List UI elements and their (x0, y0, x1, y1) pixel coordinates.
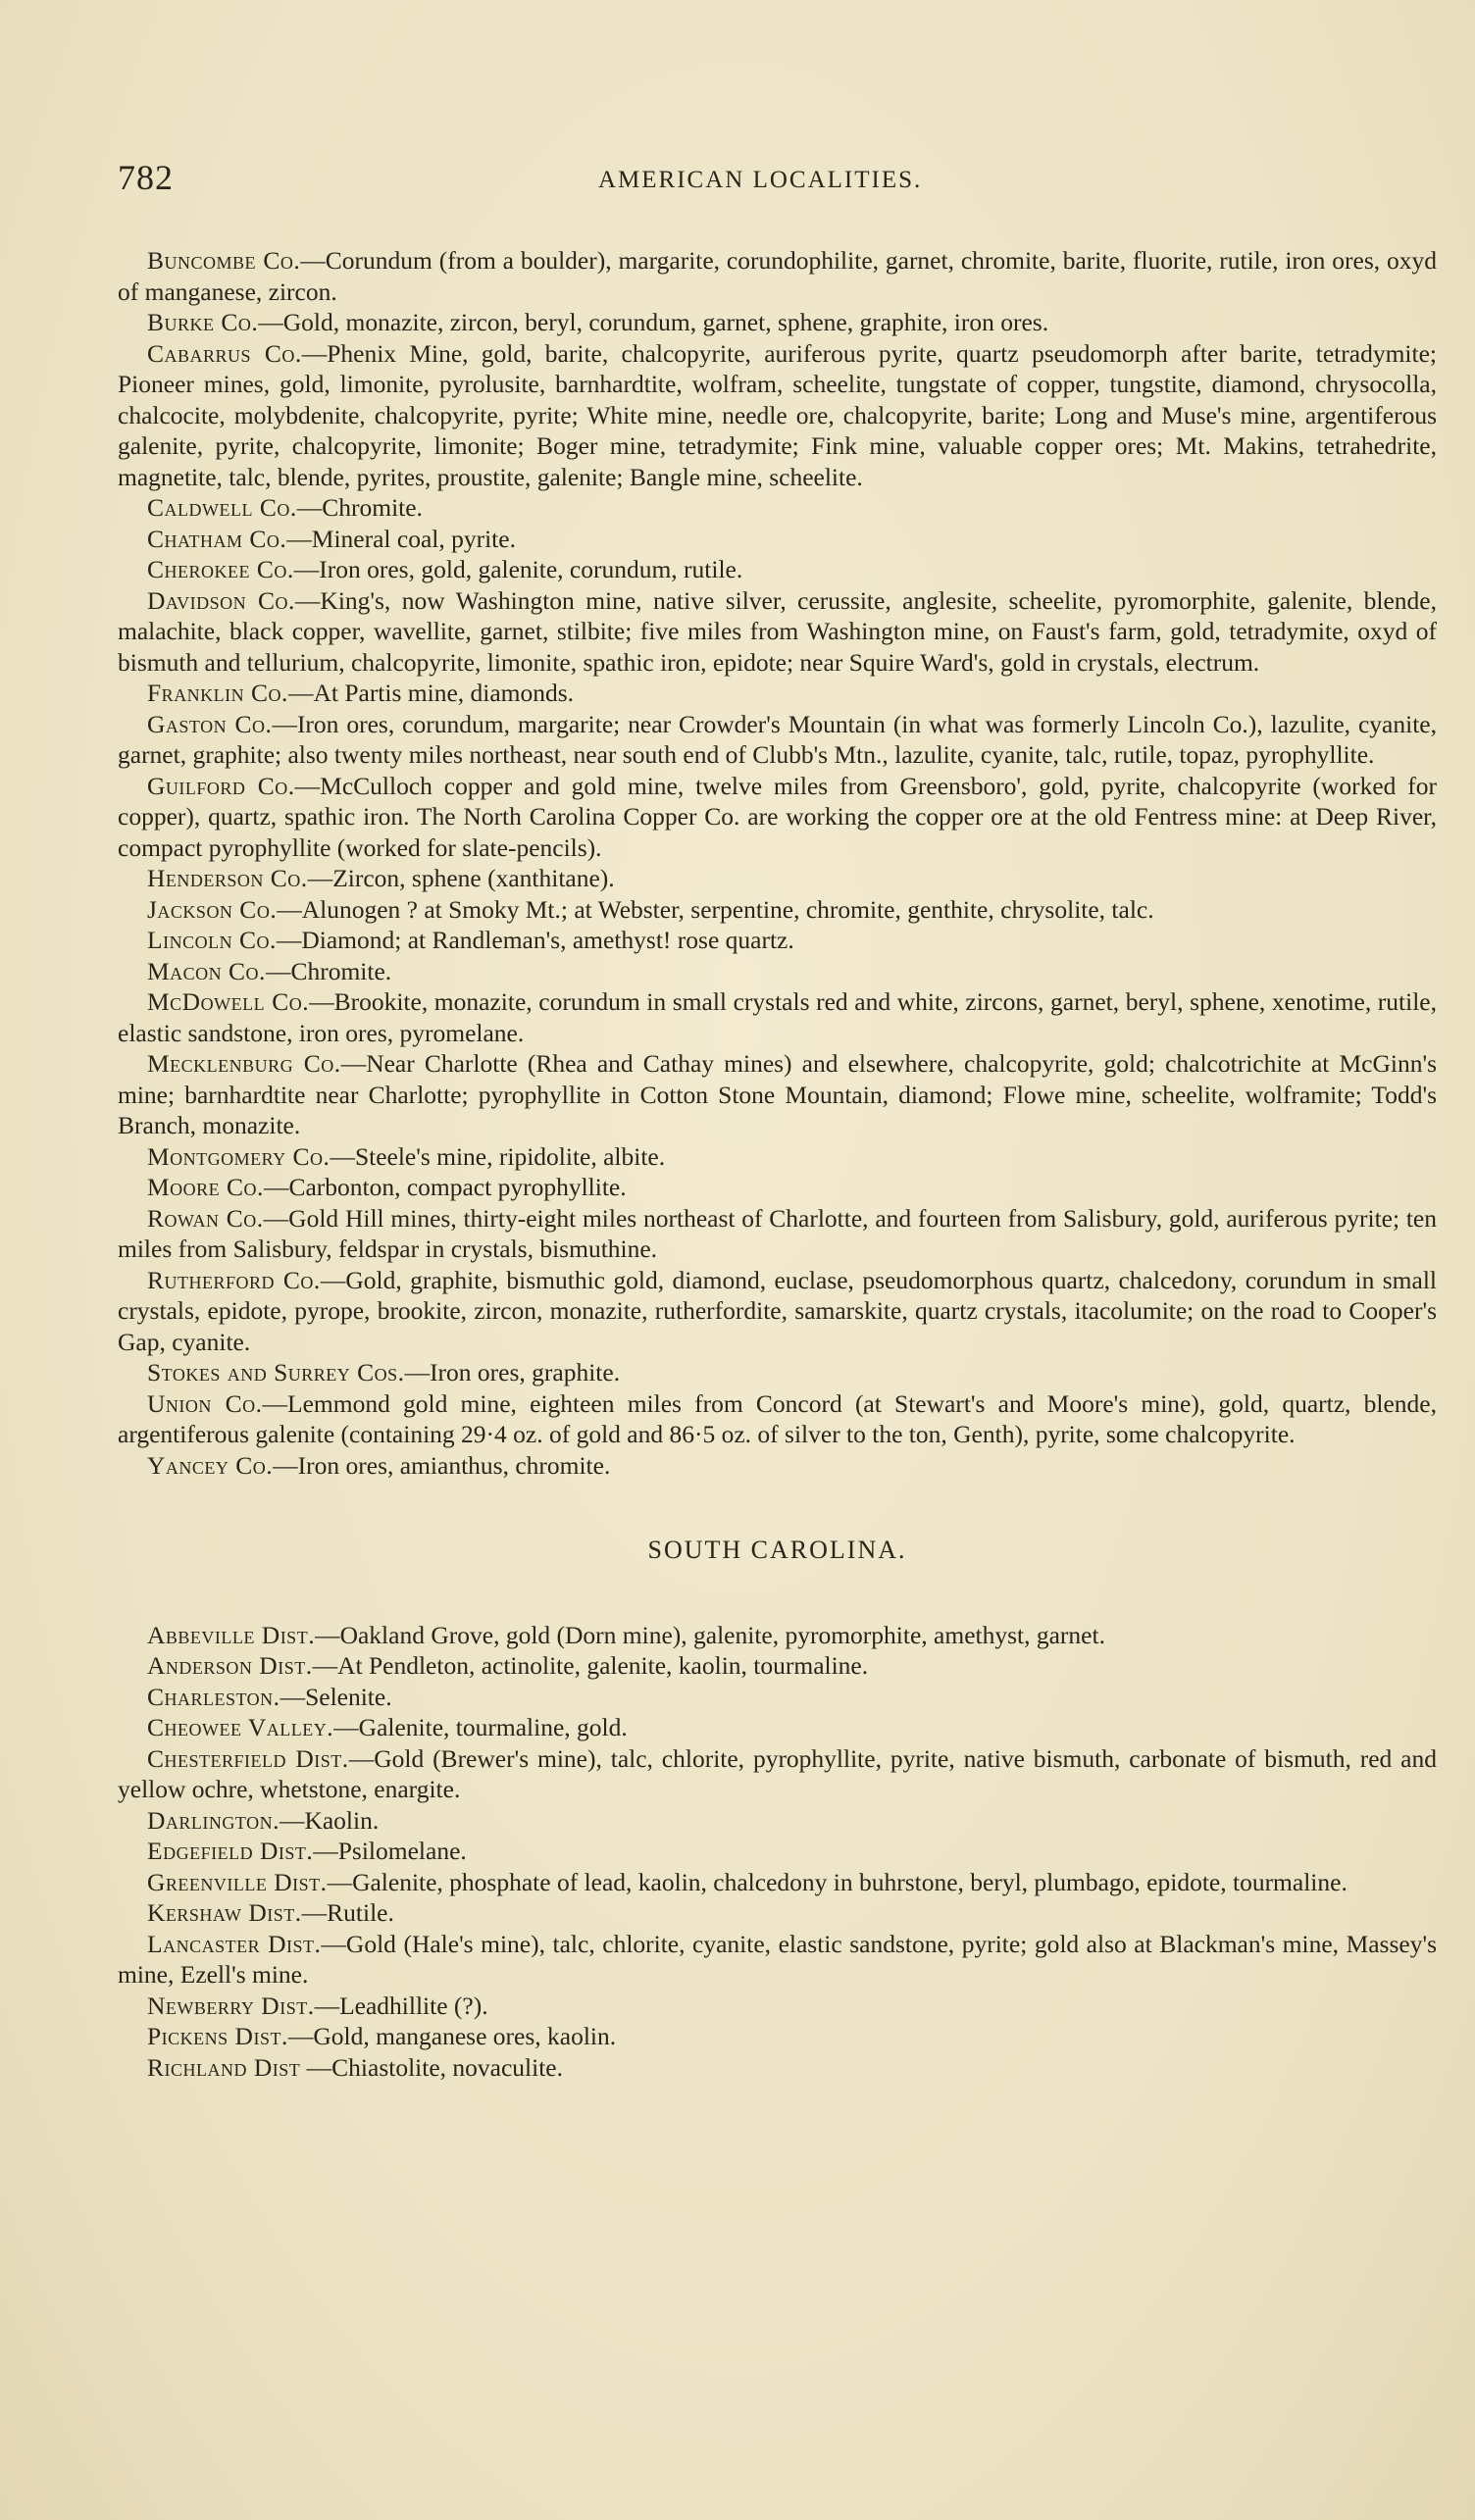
locality-entry (118, 925, 1437, 956)
locality-name: Cherokee Co. (147, 555, 294, 583)
locality-text: —Zircon, sphene (xanthitane). (307, 864, 615, 892)
locality-entry (118, 1991, 1437, 2022)
locality-entry (118, 1357, 1437, 1388)
locality-text: —Brookite, monazite, corundum in small crystals red and white, zircons, garnet, beryl, sphene, xenotime, rutile, elastic sandstone, iron ores, pyromelane. (118, 987, 1437, 1047)
locality-name: Chesterfield Dist. (147, 1743, 349, 1773)
locality-entry (118, 1048, 1437, 1141)
locality-entry (118, 524, 1437, 555)
locality-text: —Galenite, tourmaline, gold. (333, 1713, 628, 1741)
locality-entry (118, 2052, 1437, 2084)
running-head: AMERICAN LOCALITIES. (598, 167, 923, 193)
locality-entry (118, 2021, 1437, 2052)
locality-name: Moore Co. (147, 1173, 264, 1201)
locality-text: —Psilomelane. (313, 1837, 467, 1865)
page-header (118, 157, 1393, 216)
locality-entry (118, 307, 1437, 338)
locality-entry (118, 1743, 1437, 1805)
locality-entry (118, 585, 1437, 679)
locality-entry (118, 678, 1437, 709)
locality-name: Jackson Co. (147, 894, 278, 924)
locality-text: —Rutile. (301, 1898, 394, 1927)
locality-entry (118, 986, 1437, 1048)
locality-text: —Gold, monazite, zircon, beryl, corundum, garnet, sphene, graphite, iron ores. (258, 308, 1049, 336)
locality-text: —Gold (Brewer's mine), talc, chlorite, pyrophyllite, pyrite, native bismuth, carbonate of bismuth, red and yellow ochre, whetstone, enargite. (118, 1743, 1438, 1803)
locality-name: Burke Co. (147, 308, 259, 336)
locality-text: —Chromite. (296, 493, 423, 522)
locality-entry (118, 709, 1437, 771)
locality-name: Lincoln Co. (147, 926, 277, 954)
locality-text: —Iron ores, graphite. (404, 1358, 621, 1386)
south-carolina-entries (118, 1620, 1437, 2084)
locality-text: —Phenix Mine, gold, barite, chalcopyrite, auriferous pyrite, quartz pseudomorph after barite, tetradymite; Pioneer mines, gold, limonite, pyrolusite, barnhardtite, wolfram, scheelite, tungstate of copper, tungstite, diamond, chrysocolla, chalcocite, molybdenite, chalcopyrite, pyrite; White mine, needle ore, chalcopyrite, barite; Long and Muse's mine, argentiferous galenite, pyrite, chalcopyrite, limonite; Boger mine, tetradymite; Fink mine, valuable copper ores; Mt. Makins, tetrahedrite, magnetite, talc, blende, pyrites, proustite, galenite; Bangle mine, scheelite. (118, 338, 1437, 491)
locality-name: Edgefield Dist. (147, 1837, 314, 1865)
locality-name: Gaston Co. (147, 709, 273, 738)
locality-name: Rutherford Co. (147, 1265, 321, 1294)
locality-text: —Kaolin. (279, 1805, 380, 1835)
locality-name: Chatham Co. (147, 524, 287, 553)
locality-entry (118, 1265, 1437, 1358)
page-number: 782 (118, 158, 174, 197)
locality-entry (118, 245, 1437, 307)
locality-text: —Steele's mine, ripidolite, albite. (330, 1141, 666, 1171)
locality-name: Montgomery Co. (147, 1141, 331, 1171)
locality-text: —Gold (Hale's mine), talc, chlorite, cyanite, elastic sandstone, pyrite; gold also at Blackman's mine, Massey's mine, Ezell's mine. (118, 1929, 1437, 1989)
locality-name: Cheowee Valley. (147, 1713, 334, 1741)
locality-text: —Iron ores, amianthus, chromite. (273, 1450, 611, 1480)
locality-entry (118, 554, 1437, 585)
locality-name: Greenville Dist. (147, 1867, 328, 1896)
locality-entry (118, 1141, 1437, 1173)
locality-text: —Near Charlotte (Rhea and Cathay mines) and elsewhere, chalcopyrite, gold; chalcotrichite at McGinn's mine; barnhardtite near Charlotte; pyrophyllite in Cotton Stone Mountain, diamond; Flowe mine, scheelite, wolframite; Todd's Branch, monazite. (118, 1049, 1437, 1139)
locality-name: Richland Dist (147, 2052, 301, 2082)
locality-text: —Mineral coal, pyrite. (286, 524, 516, 553)
locality-entry (118, 492, 1437, 524)
locality-name: Mecklenburg Co. (147, 1049, 341, 1078)
locality-entry (118, 1836, 1437, 1867)
locality-name: Abbeville Dist. (147, 1620, 316, 1649)
locality-text: —Carbonton, compact pyrophyllite. (263, 1173, 627, 1201)
locality-entry (118, 1805, 1437, 1837)
locality-entry (118, 894, 1437, 926)
locality-name: Rowan Co. (147, 1203, 264, 1233)
locality-entry (118, 1712, 1437, 1743)
locality-entry (118, 771, 1437, 864)
locality-name: Charleston. (147, 1682, 280, 1711)
locality-text: —Alunogen ? at Smoky Mt.; at Webster, serpentine, chromite, genthite, chrysolite, talc. (277, 894, 1154, 924)
locality-text: —Iron ores, gold, galenite, corundum, rutile. (293, 555, 743, 583)
locality-entry (118, 1682, 1437, 1713)
locality-name: Pickens Dist. (147, 2022, 288, 2050)
locality-entry (118, 956, 1437, 987)
locality-entry (118, 1650, 1437, 1682)
locality-entry (118, 1620, 1437, 1651)
locality-text: —Corundum (from a boulder), margarite, corundophilite, garnet, chromite, barite, fluorite, rutile, iron ores, oxyd of manganese, zircon. (118, 246, 1437, 306)
locality-text: —McCulloch copper and gold mine, twelve miles from Greensboro', gold, pyrite, chalcopyrite (worked for copper), quartz, spathic iron. The North Carolina Copper Co. are working the copper ore at the old Fentress mine: at Deep River, compact pyrophyllite (worked for slate-pencils). (118, 771, 1437, 862)
locality-text: —Gold, graphite, bismuthic gold, diamond, euclase, pseudomorphous quartz, chalcedony, corundum in small crystals, epidote, pyrope, brookite, zircon, monazite, rutherfordite, samarskite, quartz crystals, itacolumite; on the road to Cooper's Gap, cyanite. (118, 1265, 1437, 1356)
locality-text: —Galenite, phosphate of lead, kaolin, chalcedony in buhrstone, beryl, plumbago, epidote, tourmaline. (327, 1867, 1348, 1896)
locality-text: —Gold Hill mines, thirty-eight miles northeast of Charlotte, and fourteen from Salisbury, gold, auriferous pyrite; ten miles from Salisbury, feldspar in crystals, bismuthine. (118, 1203, 1437, 1263)
locality-text: —Diamond; at Randleman's, amethyst! rose quartz. (276, 926, 794, 954)
locality-text: —Iron ores, corundum, margarite; near Crowder's Mountain (in what was formerly Lincoln Co.), lazulite, cyanite, garnet, graphite; also twenty miles northeast, near south end of Clubb's Mtn., lazulite, cyanite, talc, rutile, topaz, pyrophyllite. (118, 709, 1437, 769)
locality-name: Davidson Co. (147, 585, 295, 615)
locality-text: —Oakland Grove, gold (Dorn mine), galenite, pyromorphite, amethyst, garnet. (315, 1620, 1105, 1649)
locality-name: McDowell Co. (147, 987, 310, 1016)
locality-name: Lancaster Dist. (147, 1929, 322, 1958)
locality-text: —Gold, manganese ores, kaolin. (287, 2022, 617, 2050)
locality-text: —At Pendleton, actinolite, galenite, kaolin, tourmaline. (312, 1651, 869, 1680)
north-carolina-entries (118, 245, 1437, 1481)
locality-text: —Selenite. (280, 1682, 392, 1711)
locality-entry (118, 1450, 1437, 1482)
locality-text: —Chiastolite, novaculite. (300, 2052, 563, 2082)
body-text (118, 245, 1437, 2083)
locality-name: Anderson Dist. (147, 1651, 313, 1680)
locality-entry (118, 1897, 1437, 1929)
locality-text: —King's, now Washington mine, native silver, cerussite, anglesite, scheelite, pyromorphite, galenite, blende, malachite, black copper, wavellite, garnet, stilbite; five miles from Washington mine, on Faust's farm, gold, tetradymite, oxyd of bismuth and tellurium, chalcopyrite, limonite, spathic iron, epidote; near Squire Ward's, gold in crystals, electrum. (118, 585, 1437, 677)
locality-text: —Leadhillite (?). (314, 1991, 488, 2020)
locality-text: —Chromite. (265, 956, 392, 985)
locality-name: Buncombe Co. (147, 246, 301, 275)
locality-entry (118, 1388, 1437, 1450)
locality-name: Franklin Co. (147, 679, 288, 707)
locality-name: Kershaw Dist. (147, 1898, 302, 1927)
locality-entry (118, 1867, 1437, 1898)
locality-name: Caldwell Co. (147, 493, 297, 522)
locality-name: Union Co. (147, 1388, 263, 1418)
locality-name: Darlington. (147, 1805, 280, 1835)
locality-entry (118, 1203, 1437, 1265)
locality-entry (118, 338, 1437, 493)
locality-name: Guilford Co. (147, 771, 295, 800)
locality-name: Newberry Dist. (147, 1991, 315, 2020)
locality-name: Yancey Co. (147, 1450, 274, 1480)
locality-name: Henderson Co. (147, 864, 308, 892)
locality-entry (118, 1929, 1437, 1991)
locality-name: Macon Co. (147, 956, 266, 985)
locality-name: Cabarrus Co. (147, 338, 302, 368)
locality-name: Stokes and Surrey Cos. (147, 1358, 405, 1386)
locality-entry (118, 1172, 1437, 1203)
locality-text: —At Partis mine, diamonds. (287, 679, 575, 707)
section-title: SOUTH CAROLINA. (647, 1536, 907, 1564)
locality-entry (118, 863, 1437, 894)
locality-text: —Lemmond gold mine, eighteen miles from Concord (at Stewart's and Moore's mine), gold, quartz, blende, argentiferous galenite (containing 29·4 oz. of gold and 86·5 oz. of silver to the ton, Genth), pyrite, some chalcopyrite. (118, 1388, 1437, 1448)
